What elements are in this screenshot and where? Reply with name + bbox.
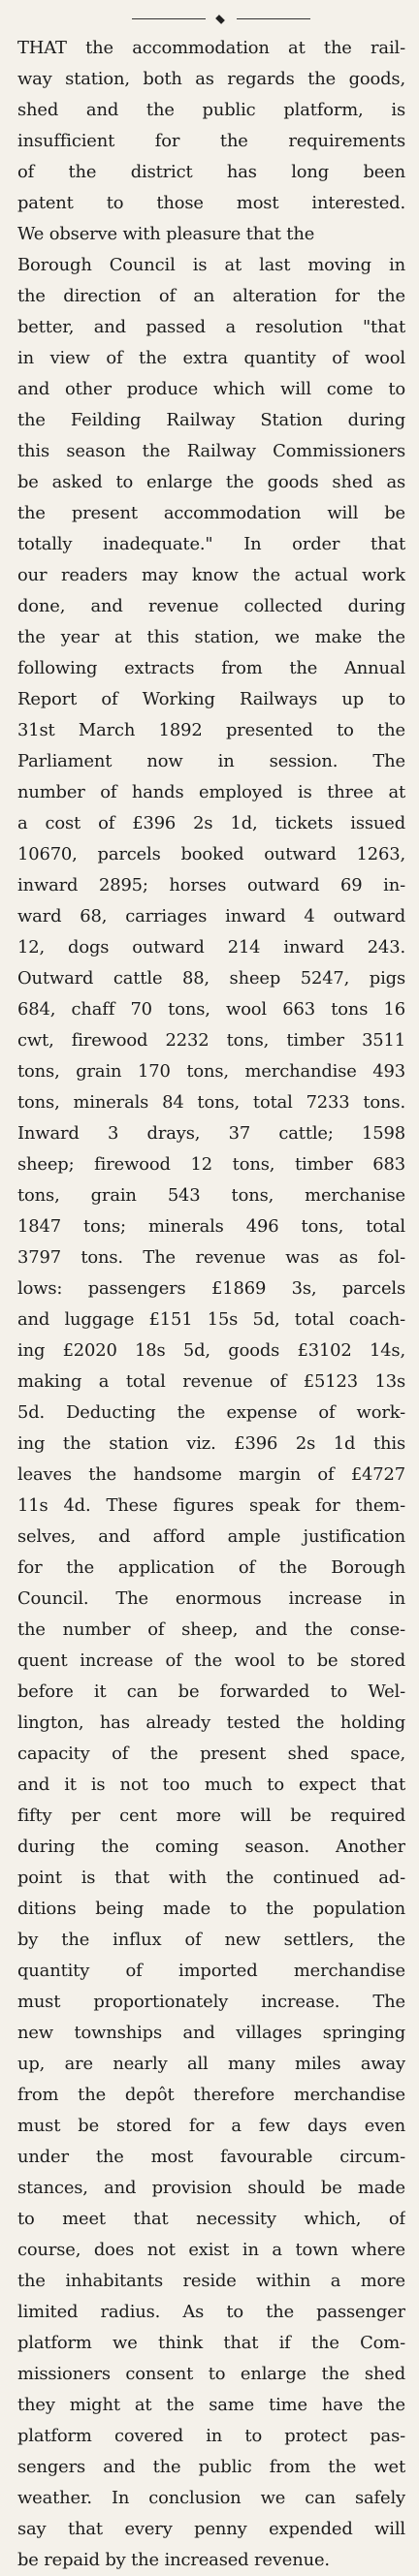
- article-line: a cost of £396 2s 1d, tickets issued: [17, 813, 405, 833]
- article-line: be asked to enlarge the goods shed as: [17, 472, 405, 492]
- article-line: must be stored for a few days even: [17, 2116, 405, 2136]
- article-line: Outward cattle 88, sheep 5247, pigs: [17, 968, 405, 989]
- article-line: this season the Railway Commissioners: [17, 441, 405, 461]
- article-line: they might at the same time have the: [17, 2395, 405, 2415]
- article-line: 1847 tons; minerals 496 tons, total: [17, 1216, 405, 1237]
- article-line: patent to those most interested.: [17, 193, 405, 213]
- article-line: for the application of the Borough: [17, 1557, 405, 1578]
- article-line: point is that with the continued ad-: [17, 1868, 405, 1888]
- article-line: fifty per cent more will be required: [17, 1806, 405, 1826]
- section-divider: [17, 14, 405, 25]
- article-line: from the depôt therefore merchandise: [17, 2085, 405, 2105]
- article-line: Parliament now in session. The: [17, 751, 405, 771]
- article-line: ing the station viz. £396 2s 1d this: [17, 1433, 405, 1454]
- article-line: tons, grain 543 tons, merchanise: [17, 1185, 405, 1206]
- article-line: weather. In conclusion we can safely: [17, 2488, 405, 2508]
- article-line: the inhabitants reside within a more: [17, 2271, 405, 2291]
- article-line: 12, dogs outward 214 inward 243.: [17, 937, 405, 958]
- article-line: to meet that necessity which, of: [17, 2209, 405, 2229]
- article-line: done, and revenue collected during: [17, 596, 405, 616]
- article-line: course, does not exist in a town where: [17, 2240, 405, 2260]
- article-line: before it can be forwarded to Wel-: [17, 1681, 405, 1702]
- article-line: lington, has already tested the holding: [17, 1712, 405, 1733]
- article-line: 31st March 1892 presented to the: [17, 720, 405, 740]
- article-line: tons, grain 170 tons, merchandise 493: [17, 1061, 405, 1082]
- article-line: Inward 3 drays, 37 cattle; 1598: [17, 1123, 405, 1144]
- article-line: quantity of imported merchandise: [17, 1961, 405, 1981]
- article-line: following extracts from the Annual: [17, 658, 405, 678]
- article-line: 684, chaff 70 tons, wool 663 tons 16: [17, 999, 405, 1020]
- article-line: totally inadequate." In order that: [17, 534, 405, 554]
- divider-rule-right: [237, 18, 310, 19]
- article-line: during the coming season. Another: [17, 1837, 405, 1857]
- divider-rule-left: [132, 18, 206, 19]
- article-line: Report of Working Railways up to: [17, 689, 405, 709]
- article-line: capacity of the present shed space,: [17, 1744, 405, 1764]
- article-line: making a total revenue of £5123 13s: [17, 1371, 405, 1392]
- article-line: We observe with pleasure that the: [17, 224, 315, 244]
- article-line: 10670, parcels booked outward 1263,: [17, 844, 405, 864]
- article-line: and it is not too much to expect that: [17, 1775, 405, 1795]
- article-line: ward 68, carriages inward 4 outward: [17, 906, 405, 927]
- article-line: new townships and villages springing: [17, 2023, 405, 2043]
- article-line: better, and passed a resolution "that: [17, 317, 405, 337]
- article-line: under the most favourable circum-: [17, 2147, 405, 2167]
- article-line: up, are nearly all many miles away: [17, 2054, 405, 2074]
- article-line: say that every penny expended will: [17, 2519, 405, 2539]
- article-line: 11s 4d. These figures speak for them-: [17, 1495, 405, 1516]
- article-line: sengers and the public from the wet: [17, 2457, 405, 2477]
- article-line: limited radius. As to the passenger: [17, 2302, 405, 2322]
- article-line: inward 2895; horses outward 69 in-: [17, 875, 405, 895]
- article-line: insufficient for the requirements: [17, 131, 405, 151]
- article-line: of the district has long been: [17, 162, 405, 182]
- article-line: ing £2020 18s 5d, goods £3102 14s,: [17, 1340, 405, 1361]
- article-line: leaves the handsome margin of £4727: [17, 1464, 405, 1485]
- article-line: shed and the public platform, is: [17, 100, 405, 120]
- article-line: cwt, firewood 2232 tons, timber 3511: [17, 1030, 405, 1051]
- article-line: THAT the accommodation at the rail-: [17, 38, 405, 58]
- article-line: way station, both as regards the goods,: [17, 69, 405, 89]
- article-line: Borough Council is at last moving in: [17, 255, 405, 275]
- article-line: Council. The enormous increase in: [17, 1588, 405, 1609]
- article-line: platform covered in to protect pas-: [17, 2426, 405, 2446]
- article-line: 5d. Deducting the expense of work-: [17, 1402, 405, 1423]
- article-line: must proportionately increase. The: [17, 1992, 405, 2012]
- divider-ornament-icon: [205, 14, 238, 23]
- article-line: the Feilding Railway Station during: [17, 410, 405, 430]
- article-line: number of hands employed is three at: [17, 782, 405, 802]
- article-line: quent increase of the wool to be stored: [17, 1650, 405, 1671]
- article-line: the present accommodation will be: [17, 503, 405, 523]
- article-line: be repaid by the increased revenue.: [17, 2550, 330, 2570]
- article-line: tons, minerals 84 tons, total 7233 tons.: [17, 1092, 405, 1113]
- article-line: our readers may know the actual work: [17, 565, 405, 585]
- article-line: sheep; firewood 12 tons, timber 683: [17, 1154, 405, 1175]
- article-line: platform we think that if the Com-: [17, 2333, 405, 2353]
- article-body: [17, 33, 405, 2576]
- article-line: and other produce which will come to: [17, 379, 405, 399]
- article-line: missioners consent to enlarge the shed: [17, 2364, 405, 2384]
- article-line: and luggage £151 15s 5d, total coach-: [17, 1309, 405, 1330]
- article-line: the number of sheep, and the conse-: [17, 1619, 405, 1640]
- article-line: lows: passengers £1869 3s, parcels: [17, 1278, 405, 1299]
- article-line: by the influx of new settlers, the: [17, 1930, 405, 1950]
- article-line: the year at this station, we make the: [17, 627, 405, 647]
- article-line: in view of the extra quantity of wool: [17, 348, 405, 368]
- article-line: selves, and afford ample justification: [17, 1526, 405, 1547]
- article-line: 3797 tons. The revenue was as fol-: [17, 1247, 405, 1268]
- article-line: the direction of an alteration for the: [17, 286, 405, 306]
- article-line: ditions being made to the population: [17, 1899, 405, 1919]
- article-line: stances, and provision should be made: [17, 2178, 405, 2198]
